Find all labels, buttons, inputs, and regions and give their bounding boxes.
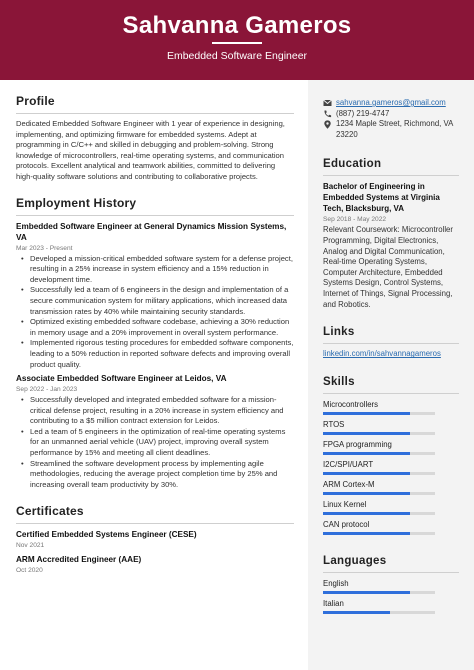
phone-icon [323, 110, 332, 118]
skills-list [323, 399, 459, 535]
employment-heading: Employment History [16, 195, 137, 210]
candidate-title: Embedded Software Engineer [166, 50, 308, 62]
sidebar-column [323, 98, 459, 618]
language-level-bar [323, 611, 390, 614]
links-heading: Links [323, 326, 355, 339]
skill-item [323, 419, 459, 435]
contact-email-row [323, 98, 459, 109]
skill-item [323, 479, 459, 495]
education-dates: Sep 2018 - May 2022 [323, 216, 387, 224]
skill-level-track [323, 432, 435, 435]
skill-name: RTOS [323, 419, 345, 429]
location-pin-icon [323, 120, 332, 129]
job-bullet: • Developed a mission-critical embedded software system for a defense project, resulting in a 25% increase in system efficiency and a 15% reduction in development time. [16, 254, 294, 286]
job-entry [16, 221, 294, 371]
skill-item [323, 399, 459, 415]
main-column [16, 94, 294, 576]
job-bullet: • Implemented rigorous testing procedures for embedded software components, leading to a 50% reduction in reported software defects and improving overall product quality. [16, 338, 294, 370]
certificate-date: Nov 2021 [16, 542, 45, 550]
profile-heading: Profile [16, 94, 55, 108]
skill-level-track [323, 512, 435, 515]
skill-name: CAN protocol [323, 519, 370, 529]
skill-level-bar [323, 512, 410, 515]
skill-name: ARM Cortex-M [323, 479, 375, 489]
skill-name: I2C/SPI/UART [323, 459, 374, 469]
links-row [323, 349, 459, 360]
language-item [323, 598, 459, 614]
education-heading: Education [323, 158, 382, 171]
skill-level-track [323, 452, 435, 455]
job-entry [16, 373, 294, 490]
skill-level-bar [323, 532, 410, 535]
skill-item [323, 439, 459, 455]
skill-name: Microcontrollers [323, 399, 379, 409]
skill-item [323, 519, 459, 535]
contact-phone-row [323, 109, 459, 120]
candidate-name: Sahvanna Gameros [122, 12, 352, 39]
contact-address-row [323, 119, 459, 140]
section-divider [16, 523, 294, 524]
certificate-name: Certified Embedded Systems Engineer (CESE) [16, 530, 197, 540]
job-dates: Sep 2022 - Jan 2023 [16, 386, 78, 394]
skill-item [323, 459, 459, 475]
job-bullets [16, 395, 294, 490]
resume-header [0, 0, 474, 80]
section-divider [16, 215, 294, 216]
job-heading: Embedded Software Engineer at General Dynamics Mission Systems, VA [16, 221, 287, 242]
skills-heading: Skills [323, 375, 355, 388]
language-name: Italian [323, 598, 344, 608]
profile-summary: Dedicated Embedded Software Engineer with 1 year of experience in designing, implementing, and optimizing firmware for embedded systems. Adept at programming in C/C++ and skilled in debugging and problem-solving. Strong knowledge of microcontrollers, real-time operating systems, and communication protocols. Excellent analytical and teamwork abilities, committed to delivering high-quality software solutions and contributing to collaborative projects. [16, 119, 285, 181]
skill-level-bar [323, 472, 410, 475]
education-degree: Bachelor of Engineering in Embedded Systems at Virginia Tech, Blacksburg, VA [323, 182, 440, 214]
email-link[interactable]: sahvanna.gameros@gmail.com [336, 98, 446, 107]
language-name: English [323, 578, 349, 588]
certificate-date: Oct 2020 [16, 567, 43, 575]
job-bullet: • Optimized existing embedded software codebase, achieving a 30% reduction in memory usage and a 20% improvement in overall system performance. [16, 317, 294, 338]
skill-level-track [323, 492, 435, 495]
job-heading: Associate Embedded Software Engineer at Leidos, VA [16, 374, 227, 384]
section-divider [323, 393, 459, 394]
job-dates: Mar 2023 - Present [16, 244, 73, 252]
skill-level-bar [323, 452, 410, 455]
skill-level-track [323, 472, 435, 475]
job-bullet: • Streamlined the software development process by implementing agile methodologies, reducing the average project completion time by 25% and increasing overall team productivity by 30%. [16, 459, 294, 491]
skill-item [323, 499, 459, 515]
skill-level-track [323, 532, 435, 535]
job-bullet: • Successfully developed and integrated embedded software for a mission-critical defense project, resulting in a 20% increase in system efficiency and contributing to a $5 million contract extension for Leidos. [16, 395, 294, 427]
language-item [323, 578, 459, 594]
certificates-heading: Certificates [16, 504, 84, 519]
language-level-track [323, 591, 435, 594]
skill-level-bar [323, 492, 410, 495]
skill-level-bar [323, 412, 410, 415]
section-divider [16, 113, 294, 114]
language-level-track [323, 611, 435, 614]
skill-name: Linux Kernel [323, 499, 367, 509]
phone-number: (887) 219-4747 [336, 108, 390, 118]
education-coursework: Relevant Coursework: Microcontroller Programming, Digital Electronics, Analog and Digital Communication, Real-time Operating Systems, Computer Architecture, Embedded Systems Design, Control Systems, Internet of Things, Signal Processing, and Robotics. [323, 225, 453, 309]
skill-name: FPGA programming [323, 439, 392, 449]
name-underline [212, 42, 262, 44]
skill-level-bar [323, 432, 410, 435]
certificate-name: ARM Accredited Engineer (AAE) [16, 555, 142, 565]
section-divider [323, 572, 459, 573]
job-bullets [16, 254, 294, 371]
job-bullet: • Led a team of 5 engineers in the optimization of real-time operating systems for an unmanned aerial vehicle (UAV) project, improving overall system performance by 15% and meeting all client deadlines. [16, 427, 294, 459]
section-divider [323, 343, 459, 344]
address: 1234 Maple Street, Richmond, VA 23220 [336, 119, 453, 139]
languages-heading: Languages [323, 554, 387, 567]
skill-level-track [323, 412, 435, 415]
envelope-icon [323, 99, 332, 107]
job-bullet: • Successfully led a team of 6 engineers in the design and implementation of a secure communication system for military applications, which increased data transmission rates by 40% while maintaining security standards. [16, 285, 294, 317]
language-level-bar [323, 591, 410, 594]
linkedin-link[interactable]: linkedin.com/in/sahvannagameros [323, 349, 441, 359]
section-divider [323, 175, 459, 176]
